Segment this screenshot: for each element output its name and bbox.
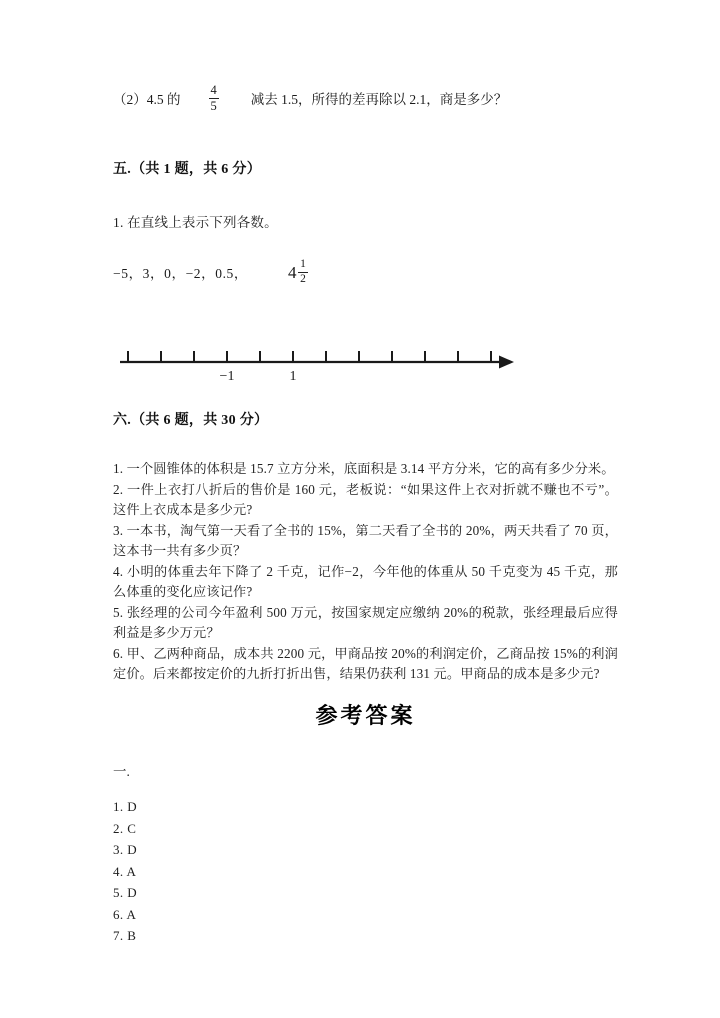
fraction-numerator: 1 xyxy=(298,259,308,273)
answer-item: 5. D xyxy=(113,885,137,900)
section-six-problem: 6. 甲、乙两种商品，成本共 2200 元，甲商品按 20%的利润定价，乙商品按 15%的利润定价。后来都按定价的九折打折出售，结果仍获利 131 元。甲商品的成本是多少元? xyxy=(113,645,618,681)
answer-key-title: 参考答案 xyxy=(315,703,416,728)
number-line-label-one: 1 xyxy=(289,369,297,382)
section-six-heading: 六.（共 6 题，共 30 分） xyxy=(113,413,269,428)
answer-group-label: 一. xyxy=(113,764,130,779)
section-six-problem: 1. 一个圆锥体的体积是 15.7 立方分米，底面积是 3.14 平方分米，它的高有多少分米。 xyxy=(113,461,615,476)
mixed-whole-part: 4 xyxy=(288,262,298,282)
answer-item: 1. D xyxy=(113,799,137,814)
section-six-problem: 2. 一件上衣打八折后的售价是 160 元，老板说：“如果这件上衣对折就不赚也不亏”。这件上衣成本是多少元? xyxy=(113,481,618,517)
fraction-denominator: 2 xyxy=(300,272,307,285)
section-six-problem: 4. 小明的体重去年下降了 2 千克，记作−2，今年他的体重从 50 千克变为 45 千克，那么体重的变化应该记作? xyxy=(113,563,618,599)
number-line-label-negative-one: −1 xyxy=(219,369,235,382)
section-five-heading: 五.（共 1 题，共 6 分） xyxy=(113,162,261,177)
section-six-problem-list xyxy=(113,459,618,685)
number-list-values: −5，3，0，−2，0.5， xyxy=(113,266,249,281)
question-2-text: 减去 1.5，所得的差再除以 2.1，商是多少？ xyxy=(250,92,508,107)
mixed-fraction-part xyxy=(298,259,308,285)
fraction-numerator: 4 xyxy=(210,83,217,97)
section-six-problem: 3. 一本书，淘气第一天看了全书的 15%，第二天看了全书的 20%，两天共看了 70 页，这本书一共有多少页？ xyxy=(113,522,618,558)
question-2-line xyxy=(113,84,618,112)
number-line-figure xyxy=(118,342,518,382)
answer-item: 2. C xyxy=(113,820,137,836)
section-five-problem-1: 1. 在直线上表示下列各数。 xyxy=(113,215,278,230)
number-line-ticks xyxy=(128,351,491,362)
number-list xyxy=(113,259,310,285)
section-six-problem: 5. 张经理的公司今年盈利 500 万元，按国家规定应缴纳 20%的税款，张经理最后应得利益是多少万元？ xyxy=(113,604,618,640)
mixed-number-four-and-half xyxy=(288,259,310,285)
number-line-svg xyxy=(118,342,518,382)
fraction-denominator: 5 xyxy=(210,98,217,113)
answer-item: 4. A xyxy=(113,863,137,879)
answer-key-group xyxy=(113,762,413,947)
answer-item: 7. B xyxy=(113,928,137,943)
answer-item: 3. D xyxy=(113,842,137,857)
question-2-label: （2）4.5 的 xyxy=(113,92,181,107)
number-line-arrow-icon xyxy=(499,356,514,369)
answer-item: 6. A xyxy=(113,906,137,922)
fraction-four-fifths xyxy=(209,84,219,112)
answer-item-list xyxy=(113,796,413,947)
